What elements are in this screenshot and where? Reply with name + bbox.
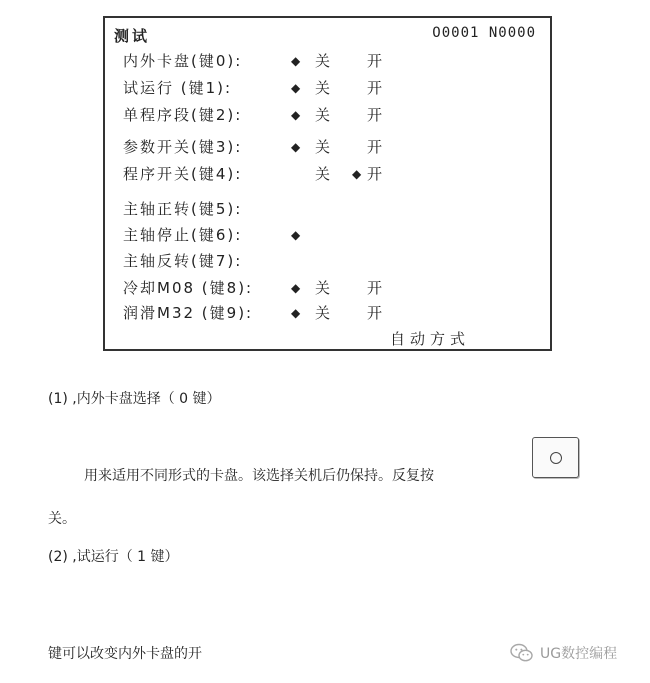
cnc-test-screen	[103, 16, 552, 351]
off-option: 关	[315, 304, 331, 322]
row-label: 主轴停止(键6):	[123, 226, 243, 244]
screen-title: 测试	[114, 27, 151, 45]
row-label: 程序开关(键4):	[123, 165, 243, 183]
on-option: 开	[367, 138, 383, 156]
off-option: 关	[315, 106, 331, 124]
on-option: 开	[367, 165, 383, 183]
row-label: 单程序段(键2):	[123, 106, 243, 124]
selected-mark-icon: ◆	[291, 108, 301, 122]
selected-mark-icon: ◆	[291, 81, 301, 95]
on-option: 开	[367, 106, 383, 124]
selected-mark-icon: ◆	[291, 140, 301, 154]
selected-mark-icon: ◆	[291, 281, 301, 295]
row-label: 润滑M32 (键9):	[123, 304, 254, 322]
on-option: 开	[367, 79, 383, 97]
row-label: 主轴正转(键5):	[123, 200, 243, 218]
off-option: 关	[315, 279, 331, 297]
off-option: 关	[315, 138, 331, 156]
row-label: 冷却M08 (键8):	[123, 279, 254, 297]
row-label: 试运行 (键1):	[123, 79, 233, 97]
row-label: 内外卡盘(键0):	[123, 52, 243, 70]
row-label: 主轴反转(键7):	[123, 252, 243, 270]
selected-mark-icon: ◆	[291, 54, 301, 68]
section-heading-1: (1) ,内外卡盘选择（ 0 键）	[48, 391, 221, 407]
on-option: 开	[367, 304, 383, 322]
paragraph-line: 用来适用不同形式的卡盘。该选择关机后仍保持。反复按	[84, 468, 434, 484]
watermark	[510, 643, 617, 663]
selected-mark-icon: ◆	[291, 306, 301, 320]
circle-key-icon	[532, 437, 579, 478]
operation-mode: 自动方式	[390, 330, 471, 348]
on-option: 开	[367, 52, 383, 70]
circle-glyph	[550, 452, 562, 464]
paragraph-line: 键可以改变内外卡盘的开	[48, 646, 202, 662]
wechat-icon	[510, 643, 534, 663]
selected-mark-icon: ◆	[352, 167, 362, 181]
row-label: 参数开关(键3):	[123, 138, 243, 156]
off-option: 关	[315, 52, 331, 70]
on-option: 开	[367, 279, 383, 297]
section-heading-2: (2) ,试运行（ 1 键）	[48, 549, 179, 565]
off-option: 关	[315, 165, 331, 183]
off-option: 关	[315, 79, 331, 97]
selected-mark-icon: ◆	[291, 228, 301, 242]
watermark-text: UG数控编程	[540, 646, 618, 662]
program-number: O0001 N0000	[432, 25, 536, 41]
paragraph-line: 关。	[48, 511, 76, 527]
